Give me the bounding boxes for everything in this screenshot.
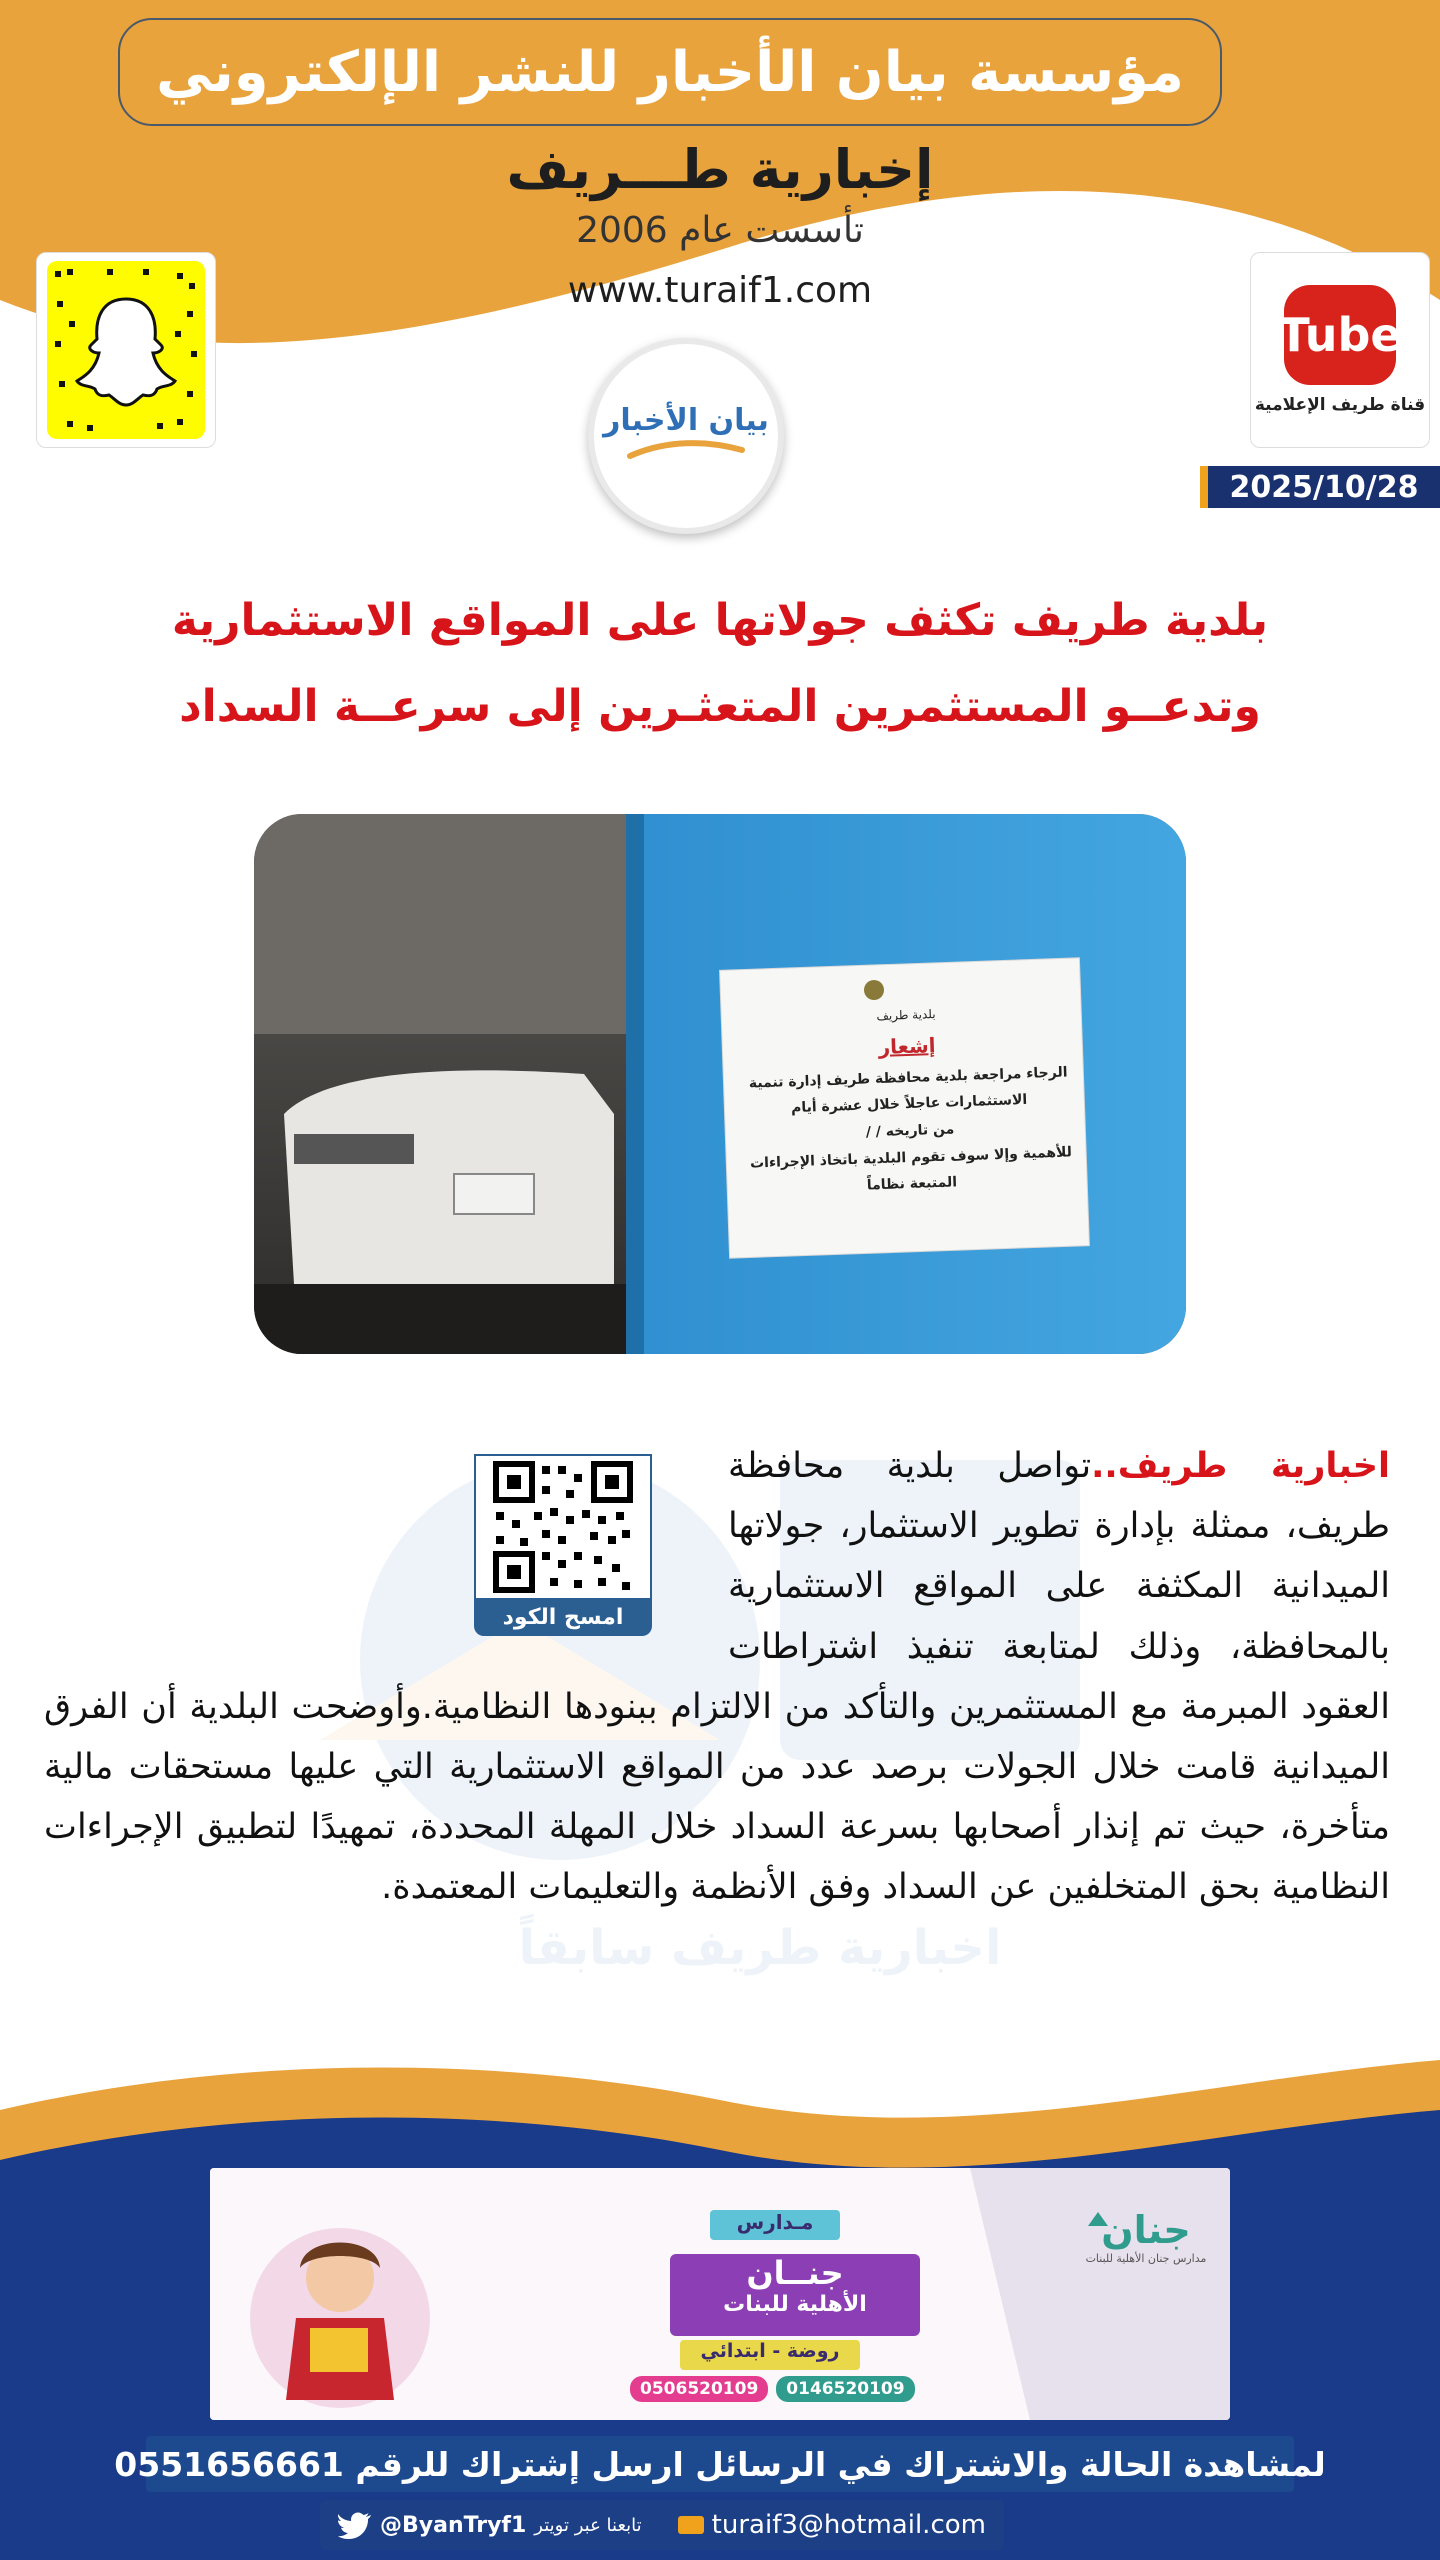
brand-name: إخبارية طـــريف (506, 138, 934, 201)
notice-line-2: الاستثمارات عاجلاً خلال عشرة أيام (790, 1092, 1028, 1117)
ad-brand: جنان (1101, 2208, 1191, 2252)
notice-line-3: من تاريخه / / (865, 1121, 955, 1141)
article-text: تواصل بلدية محافظة طريف، ممثلة بإدارة تطوير الاستثمار، جولاتها الميدانية المكثفة على المواقع الاستثمارية بالمحافظة، وذلك لمتابعة تنفيذ اشتراطات العقود المبرمة مع المستثمرين والتأكد من الالتزام ببنودها النظامية.وأوضحت البلدية أن الفرق الميدانية قامت خلال الجولات برصد عدد من المواقع الاستثمارية التي عليها مستحقات مالية متأخرة، حيث تم إنذار أصحابها بسرعة السداد خلال المهلة المحددة، تمهيدًا لتطبيق الإجراءات النظامية بحق المتخلفين عن السداد وفق الأنظمة والتعليمات المعتمدة. (44, 1446, 1390, 1908)
notice-emblem-icon (864, 980, 884, 1000)
notice-org: بلدية طريف (876, 1007, 936, 1024)
contacts-bar (320, 2500, 1004, 2550)
notice-title: إشعار (878, 1032, 936, 1059)
founded-text: تأسست عام 2006 (576, 210, 864, 251)
snapchat-code[interactable] (36, 252, 216, 448)
logo-swoosh-icon (626, 436, 746, 462)
subscribe-banner: لمشاهدة الحالة والاشتراك في الرسائل ارسل إشتراك للرقم 0551656661 (146, 2436, 1294, 2492)
date-badge: 2025/10/28 (1200, 466, 1440, 508)
twitter-handle: @ByanTryf1 (380, 2512, 527, 2538)
website-link[interactable]: www.turaif1.com (567, 270, 873, 311)
qr-code-icon (474, 1454, 652, 1600)
notice-line-1: الرجاء مراجعة بلدية محافظة طريف إدارة تنمية (748, 1064, 1068, 1092)
headline-line-1: بلدية طريف تكثف جولاتها على المواقع الاستثمارية (171, 595, 1269, 646)
org-title-box (118, 18, 1222, 126)
email-address: turaif3@hotmail.com (711, 2510, 986, 2540)
youtube-icon: Tube (1284, 285, 1396, 385)
ad-phones (630, 2376, 915, 2402)
snapchat-icon (47, 261, 205, 439)
youtube-channel[interactable] (1250, 252, 1430, 448)
ad-school-word: مـدارس (710, 2210, 840, 2240)
twitter-bird-icon (338, 2511, 372, 2539)
site-logo[interactable] (588, 338, 784, 534)
school-advertisement[interactable] (210, 2168, 1230, 2420)
mail-icon (678, 2516, 704, 2534)
twitter-label: تابعنا عبر تويتر (534, 2514, 642, 2536)
article-body (44, 1436, 1390, 1918)
ad-school-box (670, 2254, 920, 2336)
notice-line-5: المتبعة نظاماً (866, 1174, 958, 1194)
notice-line-4: للأهمية وإلا سوف تقوم البلدية باتخاذ الإجراءات (749, 1143, 1073, 1172)
qr-label: امسح الكود (474, 1600, 652, 1636)
ad-school-sub: الأهلية للبنات (723, 2292, 867, 2318)
qr-code-block[interactable] (474, 1454, 652, 1638)
twitter-contact[interactable] (338, 2511, 642, 2539)
watermark-text: اخبارية طريف سابقاً (518, 1920, 1002, 1976)
news-photo (254, 814, 1186, 1354)
ad-school-name: جنــان (746, 2254, 844, 2292)
headline-line-2: وتدعــو المستثمرين المتعثـرين إلى سرعــة السداد (179, 681, 1261, 732)
article-lead: اخبارية طريف.. (1091, 1446, 1390, 1486)
ad-phone-2: 0146520109 (776, 2376, 914, 2402)
youtube-caption: قناة طريف الإعلامية (1254, 395, 1426, 415)
ad-stages: روضة - ابتدائي (680, 2340, 860, 2370)
ad-brand-sub: مدارس جنان الأهلية للبنات (1085, 2252, 1207, 2265)
email-contact[interactable] (678, 2510, 986, 2540)
ad-phone-1: 0506520109 (630, 2376, 768, 2402)
logo-text: بيان الأخبار (603, 403, 769, 438)
org-title: مؤسسة بيان الأخبار للنشر الإلكتروني (156, 39, 1184, 105)
